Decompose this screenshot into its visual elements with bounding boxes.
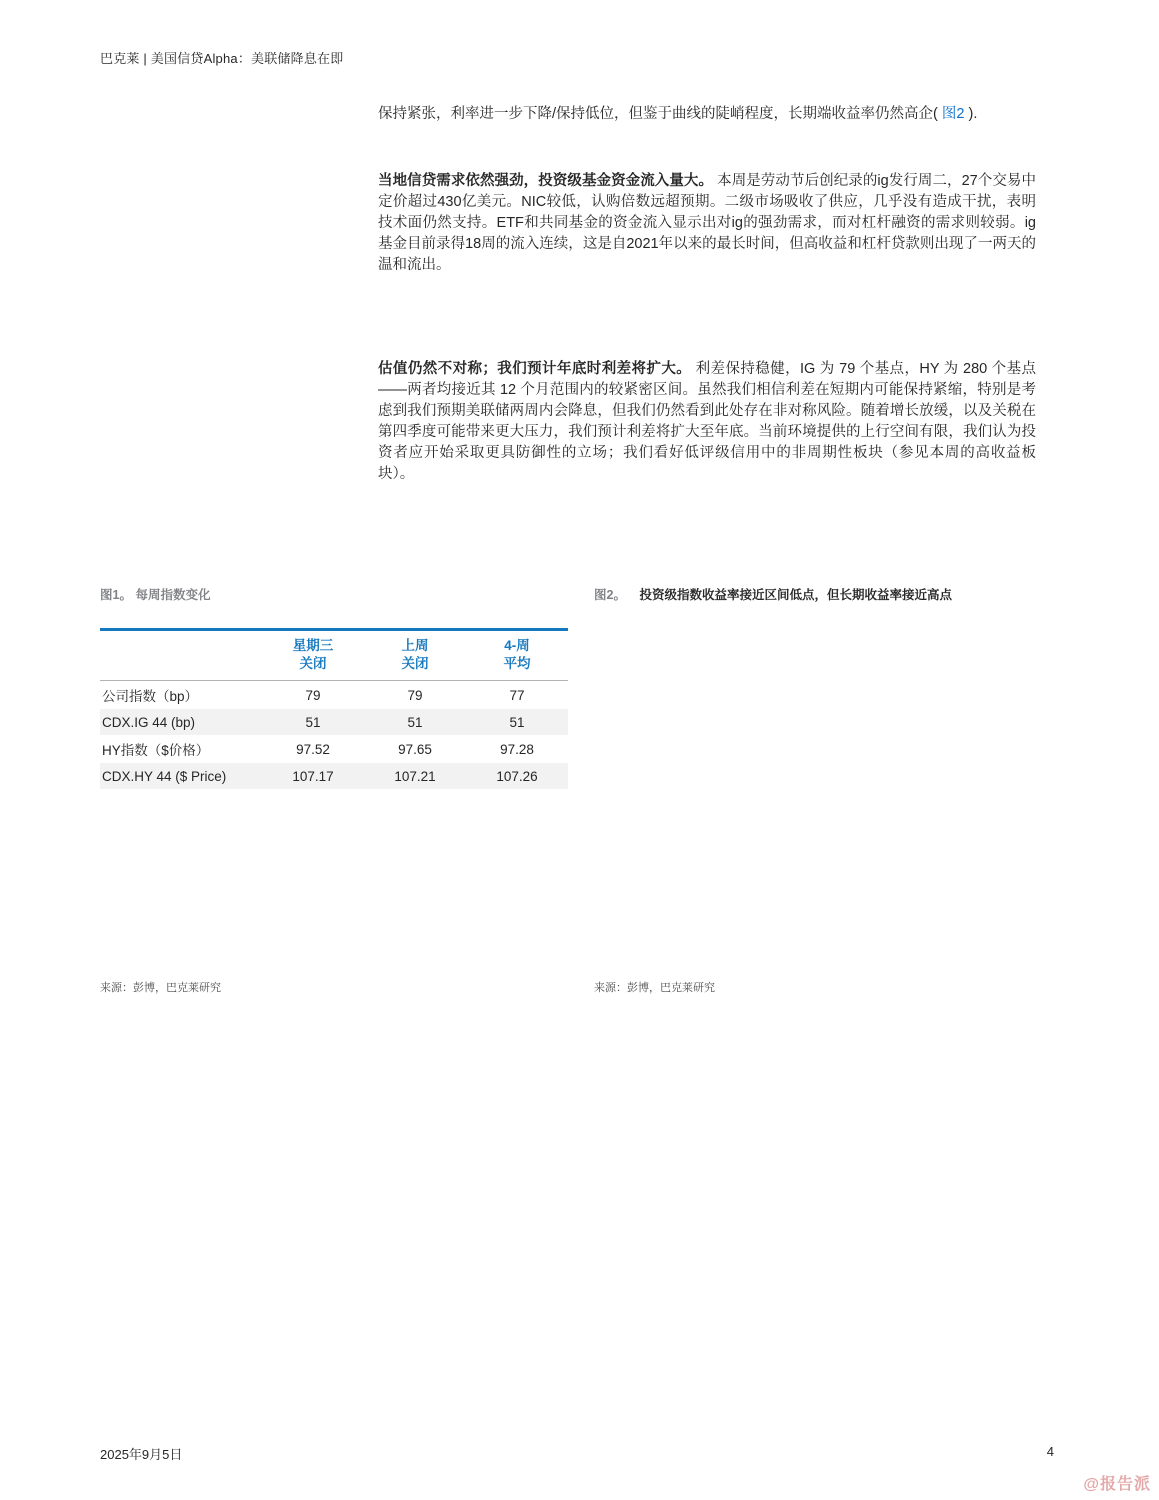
table-header-text: 关闭	[299, 656, 327, 671]
row-value: 77	[509, 687, 525, 703]
paragraph-valuations	[378, 359, 1036, 485]
figure2-caption-title: 投资级指数收益率接近区间低点，但长期收益率接近高点	[639, 588, 952, 602]
table-row	[100, 709, 568, 735]
table-row	[100, 735, 568, 763]
row-value: 107.26	[496, 768, 538, 784]
table-header-wednesday-close	[262, 630, 364, 681]
row-label: CDX.IG 44 (bp)	[102, 714, 196, 730]
table-header-text: 关闭	[401, 656, 429, 671]
paragraph-lead-bold: 当地信贷需求依然强劲，投资级基金资金流入量大。	[378, 173, 714, 189]
table-header-row	[100, 630, 568, 681]
figure2-caption	[594, 585, 1034, 603]
weekly-index-table	[100, 628, 568, 789]
row-value: 79	[407, 687, 423, 703]
row-value: 51	[509, 714, 525, 730]
row-label: 公司指数（bp）	[102, 689, 199, 704]
row-value: 79	[305, 687, 321, 703]
footer-page-number: 4	[1046, 1444, 1054, 1459]
figure1-source: 来源：彭博，巴克莱研究	[100, 982, 221, 994]
table-header-text: 上周	[401, 638, 429, 653]
table-header-text: 星期三	[292, 638, 334, 653]
table-header-text: 4-周	[504, 638, 530, 653]
table-row	[100, 763, 568, 789]
figure2-caption-label: 图2。	[594, 588, 626, 602]
table-header-text: 平均	[503, 656, 531, 671]
paragraph-text: ).	[964, 106, 978, 122]
figure1-caption-label: 图1。	[100, 588, 132, 602]
table-header-4wk-average	[466, 630, 568, 681]
row-value: 97.65	[398, 741, 432, 757]
table-header-last-week-close	[364, 630, 466, 681]
paragraph-text: 利差保持稳健，IG 为 79 个基点，HY 为 280 个基点——两者均接近其 12 个月范围内的较紧密区间。虽然我们相信利差在短期内可能保持紧缩，特别是考虑到我们预期美联储两周内会降息，但我们仍然看到此处存在非对称风险。随着增长放缓，以及关税在第四季度可能带来更大压力，我们预计利差将扩大至年底。当前环境提供的上行空间有限，我们认为投资者应开始采取更具防御性的立场；我们看好低评级信用中的非周期性板块（参见本周的高收益板块）。	[378, 361, 1036, 482]
row-label: HY指数（$价格）	[102, 743, 210, 758]
row-value: 51	[305, 714, 321, 730]
paragraph-continuation	[378, 104, 1036, 125]
paragraph-lead-bold: 估值仍然不对称；我们预计年底时利差将扩大。	[378, 361, 692, 377]
page-header-title: 巴克莱 | 美国信贷Alpha：美联储降息在即	[100, 51, 344, 66]
row-value: 97.28	[500, 741, 534, 757]
row-value: 51	[407, 714, 423, 730]
table-row	[100, 681, 568, 710]
footer-date: 2025年9月5日	[100, 1447, 183, 1462]
figure1-caption-title: 每周指数变化	[135, 588, 211, 602]
row-value: 97.52	[296, 741, 330, 757]
figure2-link[interactable]: 图2	[941, 106, 965, 122]
row-value: 107.17	[292, 768, 334, 784]
table-header-empty	[100, 630, 262, 681]
row-label: CDX.HY 44 ($ Price)	[102, 768, 227, 784]
figure2-chart-area	[594, 625, 1034, 965]
paragraph-text: 本周是劳动节后创纪录的ig发行周二，27个交易中定价超过430亿美元。NIC较低，认购倍数远超预期。二级市场吸收了供应，几乎没有造成干扰，表明技术面仍然支持。ETF和共同基金的资金流入显示出对ig的强劲需求，而对杠杆融资的需求则较弱。ig基金目前录得18周的流入连续，这是自2021年以来的最长时间，但高收益和杠杆贷款则出现了一两天的温和流出。	[378, 173, 1036, 273]
watermark: @报告派	[1083, 1476, 1151, 1493]
figure1-caption	[100, 585, 210, 603]
paragraph-text: 保持紧张，利率进一步下降/保持低位，但鉴于曲线的陡峭程度，长期端收益率仍然高企(	[378, 106, 942, 122]
figure2-source: 来源：彭博，巴克莱研究	[594, 982, 715, 994]
paragraph-credit-demand	[378, 171, 1036, 276]
row-value: 107.21	[394, 768, 436, 784]
